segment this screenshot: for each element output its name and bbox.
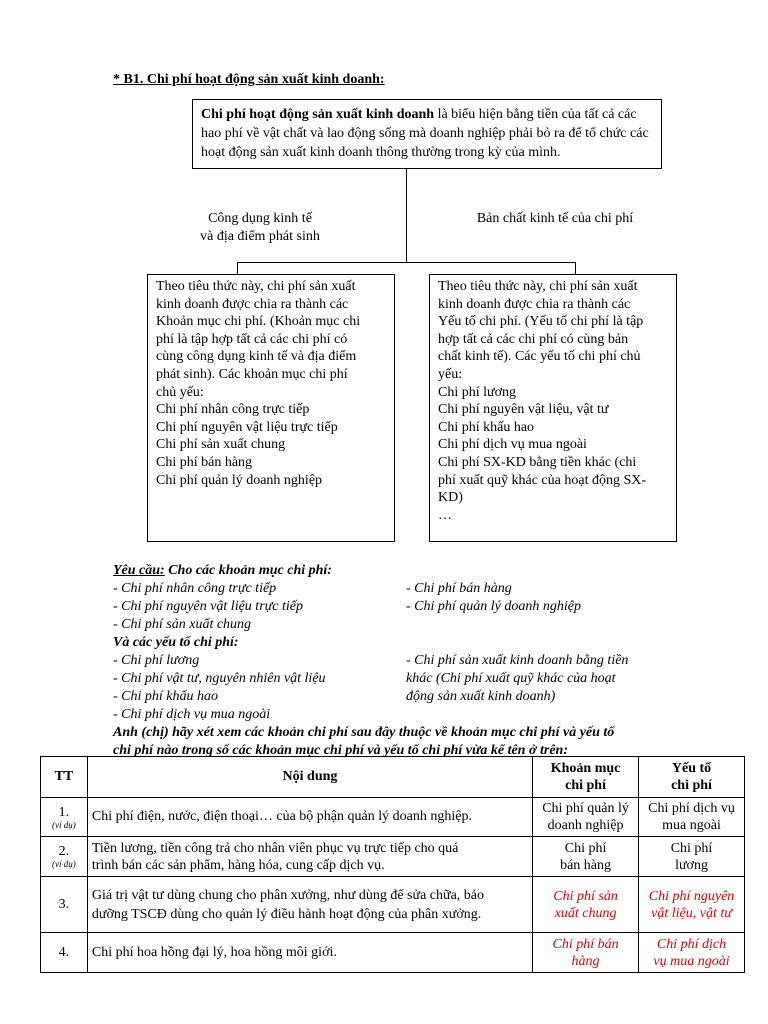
answer-cell: Chi phí sản xuất chung (533, 877, 639, 933)
table-row: 2. (ví dụ) Tiền lương, tiền công trả cho nhân viên phục vụ trực tiếp cho quá trình bán các sản phẩm, hàng hóa, cung cấp dịch vụ. Chi phí bán hàng Chi phí lương (41, 837, 745, 877)
section-heading: * B1. Chi phí hoạt động sản xuất kinh doanh: (113, 72, 385, 87)
table-row: 3. Giá trị vật tư dùng chung cho phân xưởng, như dùng để sửa chữa, bảo dưỡng TSCĐ dùng cho quản lý điều hành hoạt động của phân xưởng. Chi phí sản xuất chung Chi phí nguyên vật liệu, vật tư (41, 877, 745, 933)
km-item: - Chi phí nguyên vật liệu trực tiếp (113, 599, 303, 614)
header-cost-item: Khoản mục chi phí (533, 757, 639, 798)
requirement-label-rest: Cho các khoản mục chi phí: (164, 563, 332, 578)
question-line: chi phí nào trong số các khoản mục chi phí và yếu tố chi phí vừa kể tên ở trên: (113, 743, 568, 758)
yt-item: - Chi phí khấu hao (113, 689, 218, 704)
yt-item: khác (Chi phí xuất quỹ khác của hoạt (406, 671, 616, 686)
requirement-label: Yêu cầu: (113, 563, 165, 578)
branch-label-right: Bản chất kinh tế của chi phí (476, 211, 634, 226)
requirement-section (113, 562, 673, 760)
branch-label-left: Công dụng kinh tế và địa điểm phát sinh (200, 211, 320, 244)
header-tt: TT (41, 757, 88, 798)
connector-vertical (406, 169, 407, 262)
table-header-row (41, 757, 745, 798)
header-content: Nội dung (87, 757, 532, 798)
table-row: 4. Chi phí hoa hồng đại lý, hoa hồng môi giới. Chi phí bán hàng Chi phí dịch vụ mua ngoài (41, 933, 745, 973)
classification-table (40, 756, 745, 973)
connector-right-drop (575, 262, 576, 274)
yt-item: động sản xuất kinh doanh) (406, 689, 556, 704)
yt-item: - Chi phí dịch vụ mua ngoài (113, 707, 271, 722)
km-item: - Chi phí bán hàng (406, 581, 512, 596)
km-item: - Chi phí quản lý doanh nghiệp (406, 599, 581, 614)
yt-item: - Chi phí lương (113, 653, 200, 668)
header-cost-element: Yếu tố chi phí (639, 757, 745, 798)
answer-cell: Chi phí bán hàng (533, 933, 639, 973)
definition-term: Chi phí hoạt động sản xuất kinh doanh (201, 107, 435, 122)
left-classification-box: Theo tiêu thức này, chi phí sản xuất kinh doanh được chia ra thành các Khoản mục chi phí. (Khoản mục chi phí là tập hợp tất cả các chi phí có cùng công dụng kinh tế và địa điểm phát sinh). Các khoản mục chi phí chủ yếu: Chi phí nhân công trực tiếp Chi phí nguyên vật liệu trực tiếp Chi phí sản xuất chung Chi phí bán hàng Chi phí quản lý doanh nghiệp (147, 274, 395, 542)
yt-item: - Chi phí sản xuất kinh doanh bằng tiền (406, 653, 629, 668)
km-item: - Chi phí nhân công trực tiếp (113, 581, 277, 596)
definition-box (192, 99, 662, 169)
answer-cell: Chi phí nguyên vật liệu, vật tư (639, 877, 745, 933)
answer-cell: Chi phí dịch vụ mua ngoài (639, 933, 745, 973)
connector-left-drop (237, 262, 238, 274)
yt-heading: Và các yếu tố chi phí: (113, 635, 239, 650)
table-row: 1. (ví dụ) Chi phí điện, nước, điện thoại… của bộ phận quản lý doanh nghiệp. Chi phí quản lý doanh nghiệp Chi phí dịch vụ mua ngoài (41, 798, 745, 837)
km-item: - Chi phí sản xuất chung (113, 617, 252, 632)
question-line: Anh (chị) hãy xét xem các khoản chi phí sau đây thuộc về khoản mục chi phí và yếu tố (113, 725, 615, 740)
definition-text: là biểu hiện bằng tiền của tất cả các hao phí về vật chất và lao động sống mà doanh nghiệp phải bỏ ra để tổ chức các hoạt động sản xuất kinh doanh thông thường trong kỳ của mình. (201, 107, 649, 160)
connector-horizontal (237, 262, 576, 263)
right-classification-box: Theo tiêu thức này, chi phí sản xuất kinh doanh được chia ra thành các Yếu tố chi phí. (Yếu tố chi phí là tập hợp tất cả các chi phí có cùng bản chất kinh tế). Các yếu tố chi phí chủ yếu: Chi phí lương Chi phí nguyên vật liệu, vật tư Chi phí khấu hao Chi phí dịch vụ mua ngoài Chi phí SX-KD bằng tiền khác (chi phí xuất quỹ khác của hoạt động SX- KD) … (429, 274, 677, 542)
yt-item: - Chi phí vật tư, nguyên nhiên vật liệu (113, 671, 326, 686)
